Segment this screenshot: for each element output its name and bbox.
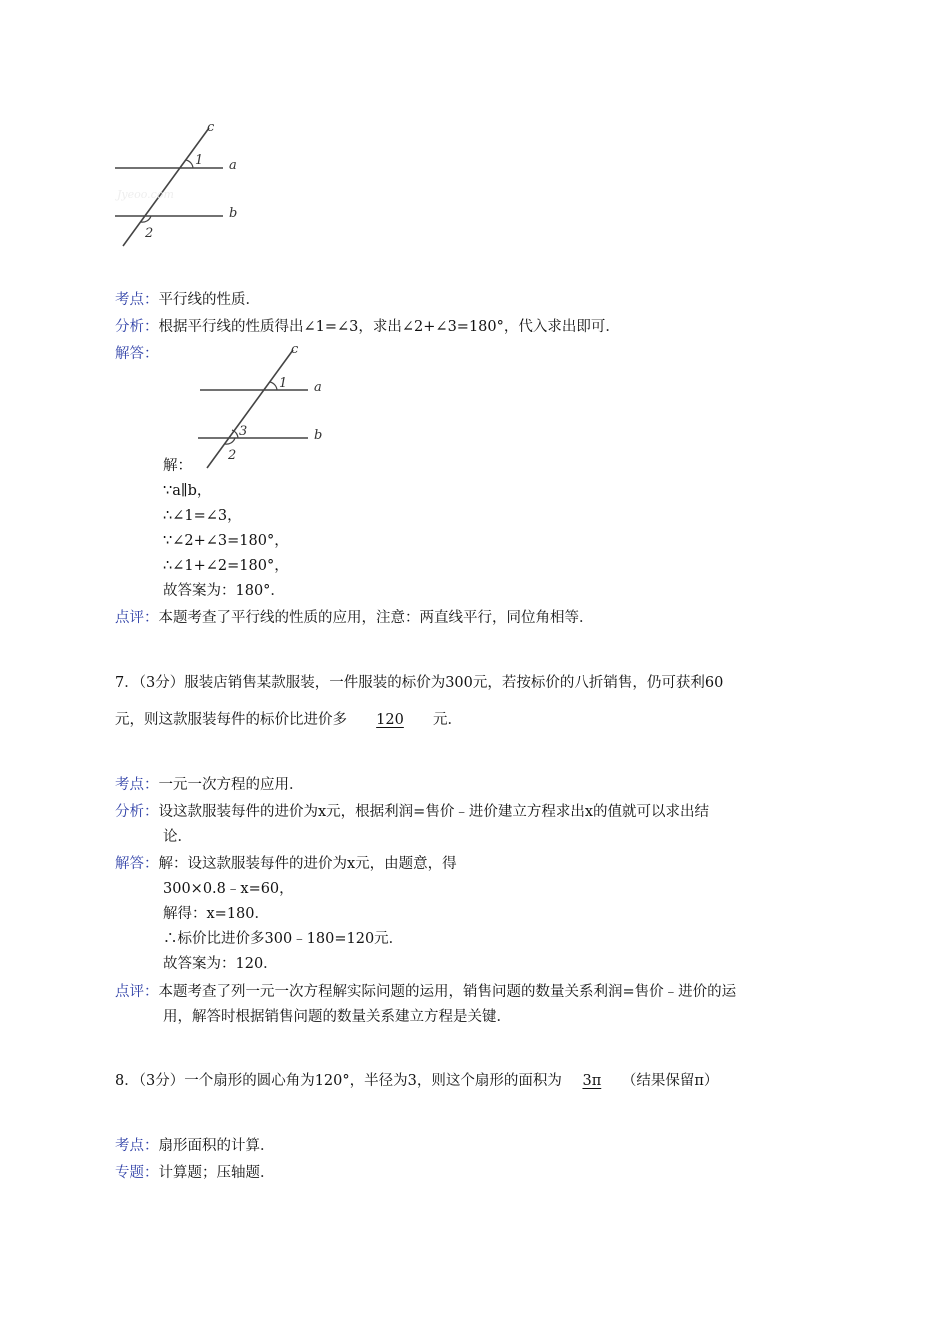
q8-kaodian — [115, 1136, 275, 1156]
q7-step-1: 300×0.8﹣x=60， — [163, 881, 294, 897]
label-2: 2 — [228, 448, 237, 463]
angle-1-arc — [186, 160, 193, 168]
q7-line2-post: 元． — [433, 712, 462, 728]
q6-step-2: ∴∠1=∠3， — [163, 508, 242, 524]
q7-dianping-cont: 用，解答时根据销售问题的数量关系建立方程是关键． — [163, 1009, 511, 1025]
fenxi-label: 分析： — [115, 319, 159, 335]
label-1: 1 — [195, 153, 204, 168]
label-a: a — [229, 158, 237, 173]
q7-jieda — [115, 854, 457, 874]
dianping-text: 本题考查了平行线的性质的应用，注意：两直线平行，同位角相等． — [158, 610, 594, 626]
q6-step-3: ∵∠2+∠3=180°， — [163, 533, 289, 549]
q7-step-0: 解：设这款服装每件的进价为x元，由题意，得 — [158, 856, 457, 872]
kaodian-text: 扇形面积的计算． — [158, 1138, 275, 1154]
parallel-lines-figure-1 — [105, 118, 255, 258]
kaodian-label: 考点： — [115, 1138, 159, 1154]
q8-line-post: （结果保留π） — [621, 1073, 719, 1089]
label-1: 1 — [279, 376, 288, 391]
q6-jieda — [115, 344, 159, 364]
q7-step-3: ∴标价比进价多300﹣180=120元． — [163, 931, 404, 947]
label-c: c — [291, 342, 299, 357]
jieda-label: 解答： — [115, 856, 159, 872]
zhuanti-text: 计算题；压轴题． — [158, 1165, 275, 1181]
q6-dianping — [115, 608, 594, 628]
q7-answer: 120 — [376, 712, 404, 728]
q7-fenxi — [115, 802, 709, 822]
fenxi-label: 分析： — [115, 804, 159, 820]
q6-step-1: ∵a∥b， — [163, 483, 212, 499]
line-c — [123, 128, 209, 246]
q7-answer-blank — [347, 710, 433, 730]
q7-fenxi-cont: 论． — [163, 829, 192, 845]
zhuanti-label: 专题： — [115, 1165, 159, 1181]
q6-kaodian — [115, 290, 260, 310]
label-a: a — [314, 380, 322, 395]
kaodian-text: 平行线的性质． — [158, 292, 260, 308]
q6-step-5: 故答案为：180°． — [163, 583, 285, 599]
watermark: Jyeoo.com — [117, 188, 174, 201]
dianping-text: 本题考查了列一元一次方程解实际问题的运用，销售问题的数量关系利润=售价﹣进价的运 — [158, 984, 737, 1000]
label-b: b — [314, 428, 323, 443]
q6-fenxi — [115, 317, 620, 337]
kaodian-label: 考点： — [115, 777, 159, 793]
angle-1-arc — [270, 382, 277, 390]
fenxi-text: 设这款服装每件的进价为x元，根据利润=售价﹣进价建立方程求出x的值就可以求出结 — [158, 804, 710, 820]
q7-dianping — [115, 982, 736, 1002]
q7-line2-pre: 元，则这款服装每件的标价比进价多 — [115, 712, 347, 728]
q7-step-2: 解得：x=180． — [163, 906, 270, 922]
q7-kaodian — [115, 775, 304, 795]
jieda-label: 解答： — [115, 346, 159, 362]
dianping-label: 点评： — [115, 610, 159, 626]
q8-question — [115, 1071, 718, 1091]
q8-answer-blank — [562, 1071, 622, 1091]
parallel-lines-figure-2 — [190, 342, 340, 472]
q8-line-pre: 8．（3分）一个扇形的圆心角为120°，半径为3，则这个扇形的面积为 — [115, 1073, 562, 1089]
fenxi-text: 根据平行线的性质得出∠1=∠3，求出∠2+∠3=180°，代入求出即可． — [158, 319, 620, 335]
kaodian-text: 一元一次方程的应用． — [158, 777, 304, 793]
kaodian-label: 考点： — [115, 292, 159, 308]
label-b: b — [229, 206, 238, 221]
q8-zhuanti — [115, 1163, 275, 1183]
q7-question-line1: 7．（3分）服装店销售某款服装，一件服装的标价为300元，若按标价的八折销售，仍可获利60 — [115, 675, 724, 691]
q6-step-0: 解： — [163, 458, 192, 474]
q8-answer: 3π — [582, 1073, 602, 1089]
label-3: 3 — [239, 424, 248, 439]
label-c: c — [207, 120, 215, 135]
q6-step-4: ∴∠1+∠2=180°， — [163, 558, 289, 574]
label-2: 2 — [145, 226, 154, 241]
q7-question-line2 — [115, 710, 462, 730]
q7-step-4: 故答案为：120． — [163, 956, 278, 972]
line-c — [207, 350, 293, 468]
dianping-label: 点评： — [115, 984, 159, 1000]
